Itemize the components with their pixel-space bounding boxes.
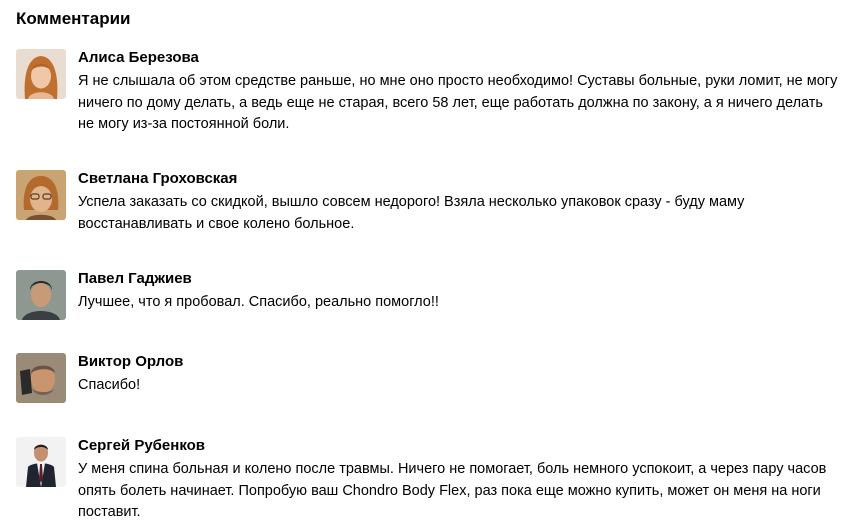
avatar[interactable] (16, 353, 66, 403)
comment-author[interactable]: Виктор Орлов (78, 353, 184, 370)
comment-author[interactable]: Светлана Гроховская (78, 170, 238, 187)
comment-text: Я не слышала об этом средстве раньше, но мне оно просто необходимо! Суставы больные, руки ломит, не могу ничего по дому делать, а ведь еще не старая, всего 58 лет, еще работать должна по закону, а я ничего делать не могу из-за постоянной боли. (78, 73, 838, 132)
comment-text: Спасибо! (78, 377, 141, 393)
avatar[interactable] (16, 49, 66, 99)
comment-text: Лучшее, что я пробовал. Спасибо, реально помогло!! (78, 294, 439, 310)
comment-author[interactable]: Сергей Рубенков (78, 437, 206, 454)
comments-title: Комментарии (16, 9, 131, 28)
avatar[interactable] (16, 437, 66, 487)
comment-author[interactable]: Алиса Березова (78, 49, 199, 66)
comment-text: Успела заказать со скидкой, вышло совсем недорого! Взяла несколько упаковок сразу - буду маму восстанавливать и свое колено больное. (78, 194, 745, 232)
avatar[interactable] (16, 270, 66, 320)
avatar[interactable] (16, 170, 66, 220)
comment-text: У меня спина больная и колено после травмы. Ничего не помогает, боль немного успокоит, а через пару часов опять болеть начинает. Попробую ваш Chondro Body Flex, раз пока еще можно купить, может он меня на ноги поставит. (78, 461, 827, 520)
comment-author[interactable]: Павел Гаджиев (78, 270, 192, 287)
